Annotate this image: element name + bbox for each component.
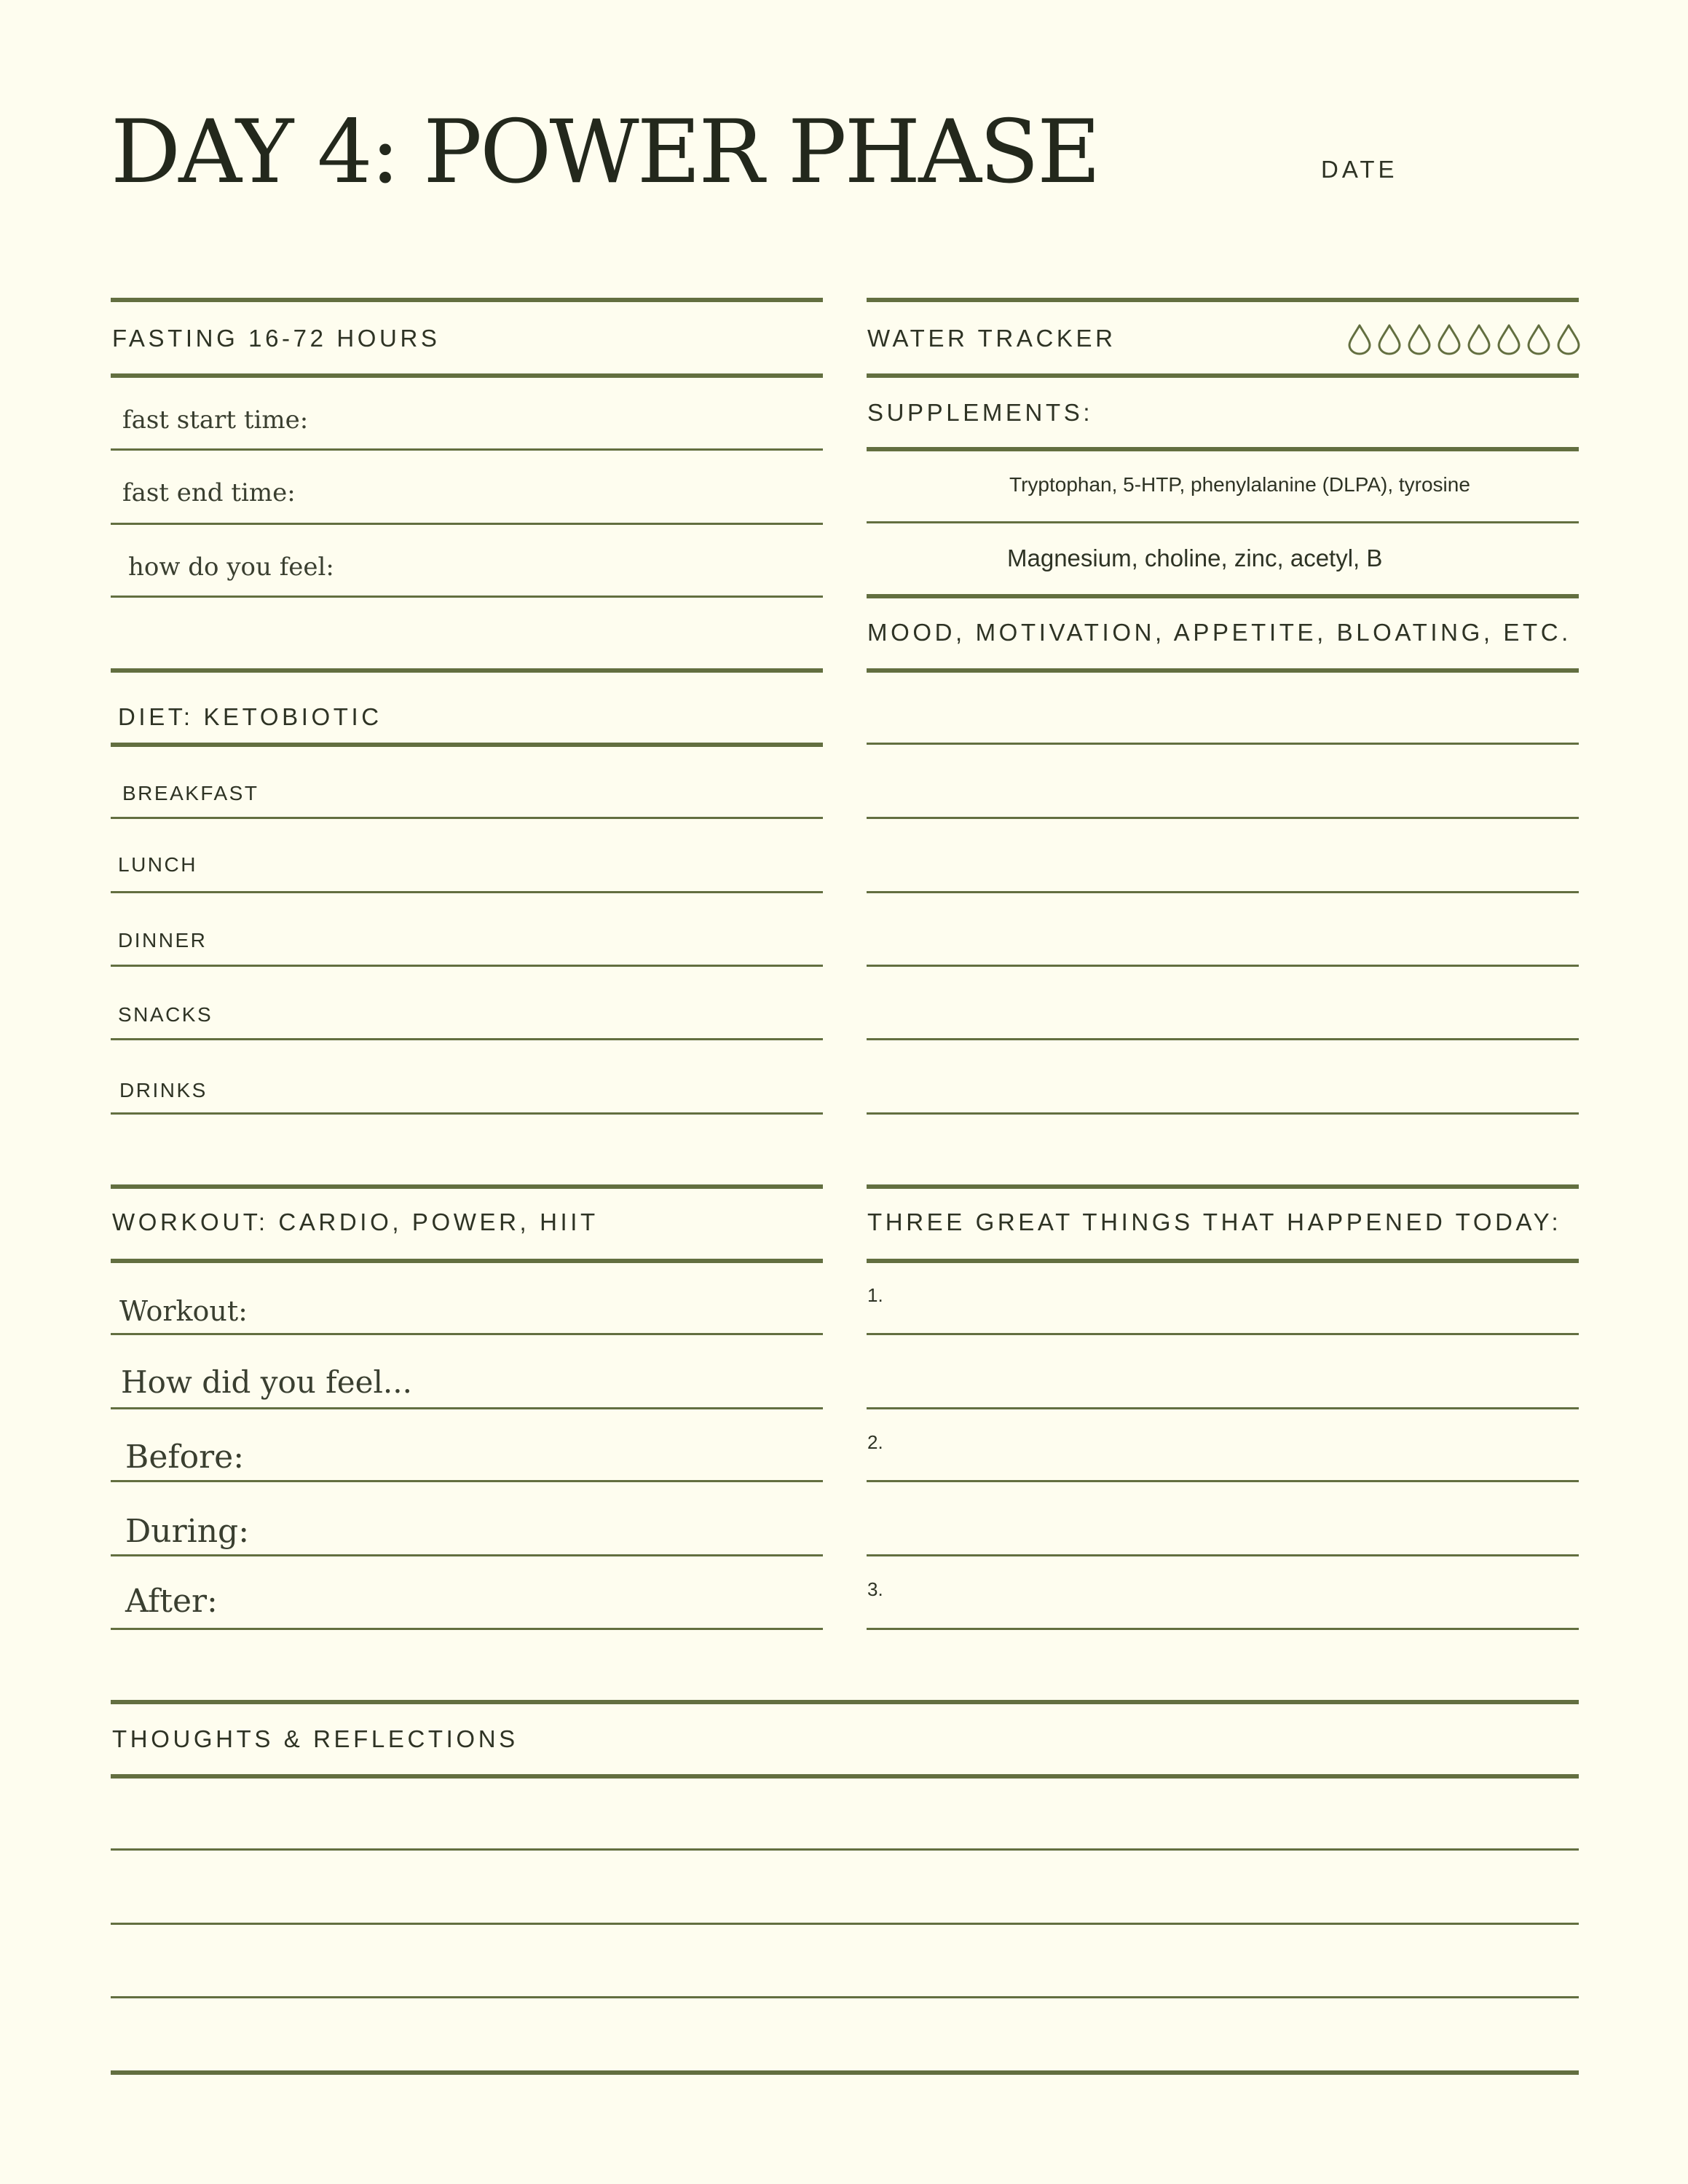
page-title: DAY 4: POWER PHASE [111, 102, 1099, 203]
great-thing-number-3: 3. [867, 1578, 883, 1600]
diet-top-rule [111, 668, 823, 673]
mood-line[interactable] [867, 817, 1579, 819]
water-top-rule [867, 298, 1579, 302]
lunch-label: LUNCH [118, 853, 197, 876]
workout-line[interactable] [111, 1333, 823, 1335]
fast-start-label: fast start time: [122, 405, 309, 435]
thoughts-top-rule [111, 1700, 1579, 1704]
mood-line[interactable] [867, 1038, 1579, 1040]
workout-feel-label: How did you feel... [121, 1364, 412, 1400]
water-drop-icon[interactable] [1556, 323, 1581, 355]
before-line[interactable] [111, 1480, 823, 1482]
mood-heading: MOOD, MOTIVATION, APPETITE, BLOATING, ETC. [867, 619, 1571, 646]
water-drops [1347, 323, 1581, 355]
thoughts-bottom-rule [111, 2070, 1579, 2075]
mood-line[interactable] [867, 743, 1579, 745]
great-thing-number-2: 2. [867, 1431, 883, 1453]
diet-heading: DIET: KETOBIOTIC [118, 703, 382, 730]
thoughts-line[interactable] [111, 1996, 1579, 1998]
dinner-line[interactable] [111, 965, 823, 967]
thoughts-line[interactable] [111, 1923, 1579, 1925]
fast-end-label: fast end time: [122, 478, 296, 507]
water-drop-icon[interactable] [1496, 323, 1521, 355]
supplements-line-1: Tryptophan, 5-HTP, phenylalanine (DLPA), tyrosine [1009, 473, 1470, 496]
workout-heading-rule [111, 1259, 823, 1263]
water-heading: WATER TRACKER [867, 325, 1116, 352]
drinks-line[interactable] [111, 1112, 823, 1115]
mood-line[interactable] [867, 965, 1579, 967]
lunch-line[interactable] [111, 891, 823, 893]
water-drop-icon[interactable] [1467, 323, 1491, 355]
dinner-label: DINNER [118, 929, 208, 951]
workout-heading: WORKOUT: CARDIO, POWER, HIIT [112, 1208, 599, 1235]
fast-feel-line[interactable] [111, 596, 823, 598]
great-things-heading: THREE GREAT THINGS THAT HAPPENED TODAY: [867, 1208, 1562, 1235]
supplements-line-1-rule [867, 521, 1579, 523]
water-drop-icon[interactable] [1347, 323, 1372, 355]
great-thing-line[interactable] [867, 1628, 1579, 1630]
drinks-label: DRINKS [119, 1079, 208, 1101]
breakfast-line[interactable] [111, 817, 823, 819]
water-drop-icon[interactable] [1526, 323, 1551, 355]
thoughts-line[interactable] [111, 1848, 1579, 1851]
workout-feel-line[interactable] [111, 1407, 823, 1409]
fasting-top-rule [111, 298, 823, 302]
fast-start-line[interactable] [111, 448, 823, 451]
date-label: DATE [1321, 156, 1398, 183]
supplements-heading: SUPPLEMENTS: [867, 399, 1094, 426]
fasting-heading: FASTING 16-72 HOURS [112, 325, 441, 352]
fast-feel-label: how do you feel: [128, 553, 334, 582]
supplements-heading-rule [867, 447, 1579, 451]
workout-top-rule [111, 1184, 823, 1189]
mood-line[interactable] [867, 1112, 1579, 1115]
great-things-top-rule [867, 1184, 1579, 1189]
breakfast-label: BREAKFAST [122, 782, 259, 804]
during-label: During: [125, 1513, 250, 1550]
supplements-bottom-rule [867, 594, 1579, 598]
after-line[interactable] [111, 1628, 823, 1630]
water-drop-icon[interactable] [1437, 323, 1462, 355]
during-line[interactable] [111, 1554, 823, 1556]
diet-heading-rule [111, 743, 823, 747]
great-thing-line[interactable] [867, 1554, 1579, 1556]
workout-label: Workout: [119, 1295, 248, 1327]
fast-end-line[interactable] [111, 523, 823, 525]
water-drop-icon[interactable] [1407, 323, 1432, 355]
fasting-heading-rule [111, 373, 823, 378]
great-thing-line[interactable] [867, 1333, 1579, 1335]
thoughts-heading-rule [111, 1774, 1579, 1779]
water-heading-rule [867, 373, 1579, 378]
mood-line[interactable] [867, 891, 1579, 893]
great-thing-line[interactable] [867, 1480, 1579, 1482]
supplements-line-2: Magnesium, choline, zinc, acetyl, B [1007, 545, 1383, 571]
snacks-label: SNACKS [118, 1003, 213, 1026]
great-thing-number-1: 1. [867, 1284, 883, 1306]
water-drop-icon[interactable] [1377, 323, 1402, 355]
thoughts-heading: THOUGHTS & REFLECTIONS [112, 1725, 518, 1752]
great-thing-line[interactable] [867, 1407, 1579, 1409]
before-label: Before: [125, 1439, 245, 1476]
great-things-heading-rule [867, 1259, 1579, 1263]
after-label: After: [125, 1583, 218, 1620]
mood-heading-rule [867, 668, 1579, 673]
snacks-line[interactable] [111, 1038, 823, 1040]
